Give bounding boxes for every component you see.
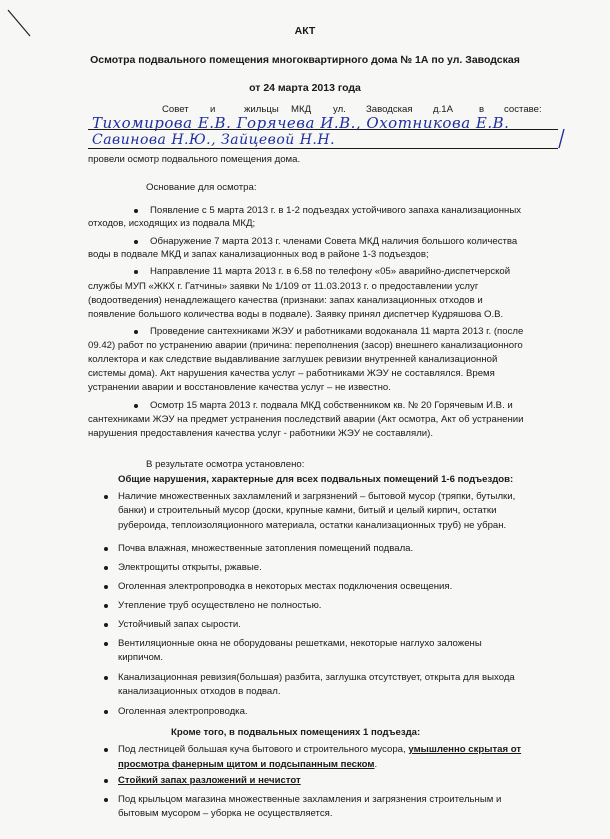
entrance1-item-2: Стойкий запах разложений и нечистот	[118, 775, 301, 786]
basis-item-3-line-3: (водоотведения) ненадлежащего качества (признаки: запах канализационных отходов и	[88, 295, 483, 306]
bullet-dot	[134, 209, 138, 213]
intro-word: Совет	[162, 104, 189, 115]
finding-7-line-2: кирпичом.	[118, 652, 164, 663]
intro-word: в	[479, 104, 485, 115]
finding-8-line-1: Канализационная ревизия(большая) разбита, заглушка отсутствует, открыта для выхода	[118, 672, 515, 683]
basis-item-4-line-5: устранении аварии и восстановление качества услуг – не известно.	[88, 382, 391, 393]
finding-2: Почва влажная, множественные затопления помещений подвала.	[118, 543, 414, 554]
intro-word: д.1А	[433, 104, 453, 115]
basis-item-3-line-4: появление большого количества воды в подвале). Заявку принял диспетчер Кудряшова О.В.	[88, 309, 504, 320]
basis-item-1-line-2: отходов, исходящих из подвала МКД;	[88, 218, 256, 229]
entrance1-item-1-line-1	[118, 743, 521, 756]
bullet-dot	[104, 779, 108, 783]
basis-item-3-line-2: службы МУП «ЖКХ г. Гатчины» заявки № 1/109 от 11.03.2013 г. о предоставлении услуг	[88, 281, 479, 292]
entrance1-item-1-text: .	[374, 759, 378, 770]
entrance1-item-3-line-2: бытовым мусором – уборка не осуществляется.	[118, 808, 333, 819]
handwritten-names-line-2: Савинова Н.Ю., Зайцевой Н.Н.	[92, 132, 336, 148]
bullet-dot	[104, 676, 108, 680]
bullet-dot	[104, 748, 108, 752]
finding-1-line-1: Наличие множественных захламлений и загрязнений – бытовой мусор (тряпки, бутылки,	[118, 491, 516, 502]
basis-heading: Основание для осмотра:	[146, 182, 257, 193]
finding-1-line-2: банки) и строительный мусор (доски, крупные камни, битый и целый кирпич, остатки	[118, 505, 497, 516]
bullet-dot	[104, 585, 108, 589]
intro-conclusion: провели осмотр подвального помещения дома.	[88, 154, 301, 165]
basis-item-2-line-1: Обнаружение 7 марта 2013 г. членами Совета МКД наличия большого количества	[150, 236, 518, 247]
finding-4: Оголенная электропроводка в некоторых местах подключения освещения.	[118, 581, 453, 592]
bullet-dot	[104, 495, 108, 499]
finding-1-line-3: рубероида, теплоизоляционного материала, остатки канализационных труб) не убран.	[118, 520, 507, 531]
finding-5: Утепление труб осуществлено не полностью.	[118, 600, 322, 611]
basis-item-1-line-1: Появление с 5 марта 2013 г. в 1-2 подъездах устойчивого запаха канализационных	[150, 205, 522, 216]
entrance1-heading: Кроме того, в подвальных помещениях 1 подъезда:	[171, 727, 421, 738]
basis-item-4-line-2: 09.42) работ по устранению аварии (причина: переполнения (засор) внешнего канализационного	[88, 340, 523, 351]
bullet-dot	[104, 566, 108, 570]
basis-item-3-line-1: Направление 11 марта 2013 г. в 6.58 по телефону «05» аварийно-диспетчерской	[150, 266, 511, 277]
bullet-dot	[104, 547, 108, 551]
finding-7-line-1: Вентиляционные окна не оборудованы решетками, некоторые наглухо заложены	[118, 638, 482, 649]
basis-item-5-line-1: Осмотр 15 марта 2013 г. подвала МКД собственником кв. № 20 Горячевым И.В. и	[150, 400, 513, 411]
bullet-dot	[134, 270, 138, 274]
intro-word: составе:	[504, 104, 542, 115]
entrance1-item-1-emphasis: умышленно скрытая от	[408, 744, 522, 755]
act-subtitle: Осмотра подвального помещения многоквартирного дома № 1А по ул. Заводская	[90, 54, 520, 66]
intro-word: МКД	[291, 104, 312, 115]
findings-intro: В результате осмотра установлено:	[146, 459, 305, 470]
finding-3: Электрощиты открыты, ржавые.	[118, 562, 262, 573]
basis-item-4-line-3: коллектора и как следствие выдавливание заглушек ревизии внутренней канализационной	[88, 354, 498, 365]
finding-8-line-2: канализационных отходов в подвал.	[118, 686, 281, 697]
bullet-dot	[104, 642, 108, 646]
entrance1-item-1-line-2	[118, 758, 377, 771]
bullet-dot	[104, 604, 108, 608]
entrance1-item-1-emphasis: просмотра фанерным щитом и подсыпанным песком	[118, 759, 375, 770]
entrance1-item-1-text: Под лестницей большая куча бытового и строительного мусора,	[118, 744, 409, 755]
entrance1-item-3-line-1: Под крыльцом магазина множественные захламления и загрязнения строительным и	[118, 794, 502, 805]
handwriting-underline	[88, 148, 558, 149]
basis-item-4-line-4: системы дома). Акт нарушения качества услуг – работниками ЖЭУ не составлялся. Время	[88, 368, 495, 379]
bullet-dot	[104, 798, 108, 802]
bullet-dot	[104, 710, 108, 714]
bullet-dot	[134, 404, 138, 408]
intro-word: Заводская	[366, 104, 413, 115]
findings-heading: Общие нарушения, характерные для всех подвальных помещений 1-6 подъездов:	[118, 474, 514, 485]
basis-item-2-line-2: воды в подвале МКД и запах канализационных вод в районе 1-3 подъездов;	[88, 249, 429, 260]
finding-9: Оголенная электропроводка.	[118, 706, 248, 717]
pen-tick-mark	[556, 128, 566, 150]
act-date: от 24 марта 2013 года	[249, 82, 361, 94]
handwritten-names-line-1: Тихомирова Е.В. Горячева И.В., Охотникова Е.В.	[92, 114, 510, 132]
bullet-dot	[134, 240, 138, 244]
finding-6: Устойчивый запах сырости.	[118, 619, 241, 630]
basis-item-4-line-1: Проведение сантехниками ЖЭУ и работниками водоканала 11 марта 2013 г. (после	[150, 326, 524, 337]
basis-item-5-line-2: сантехниками ЖЭУ на предмет устранения последствий аварии (Акт осмотра, Акт об устранении	[88, 414, 524, 425]
basis-item-5-line-3: нарушения предоставления качества услуг - работники ЖЭУ не составляли).	[88, 428, 434, 439]
intro-word: и	[210, 104, 216, 115]
intro-word: ул.	[333, 104, 346, 115]
bullet-dot	[134, 330, 138, 334]
act-title: АКТ	[294, 25, 316, 37]
bullet-dot	[104, 623, 108, 627]
intro-word: жильцы	[244, 104, 279, 115]
